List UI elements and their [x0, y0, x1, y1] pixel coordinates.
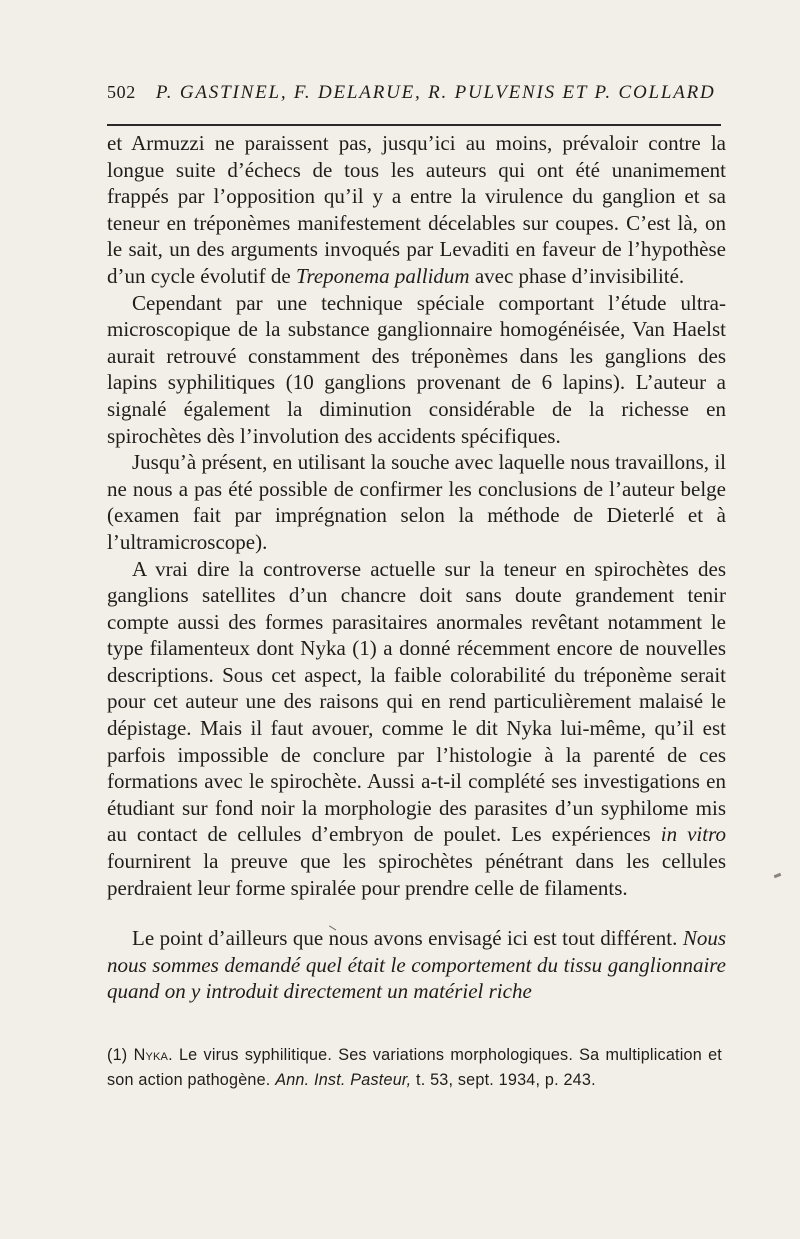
- main-text: [107, 130, 726, 1005]
- paragraph-1-italic: Treponema pallidum: [295, 263, 470, 288]
- paragraph-1-after: avec phase d’invisibilité.: [469, 263, 685, 288]
- paragraph-4: [107, 556, 726, 902]
- running-head: P. GASTINEL, F. DELARUE, R. PULVENIS ET P. COLLARD: [155, 82, 716, 103]
- footnote-author: Nyka: [133, 1046, 169, 1064]
- page-number: 502: [107, 82, 136, 102]
- paragraph-1: [107, 130, 726, 290]
- paragraph-3: [107, 449, 726, 555]
- paragraph-3-text: Jusqu’à présent, en utilisant la souche avec laquelle nous travaillons, il ne nous a pas été possible de confirmer les conclusions de l’auteur belge (examen fait par imprégnation selon la méthode de Dieterlé et à l’ultramicroscope).: [107, 450, 726, 554]
- paragraph-4-after: fournirent la preuve que les spirochètes pénétrant dans les cellules perdraient leur forme spiralée pour prendre celle de filaments.: [107, 849, 726, 900]
- header-rule: [107, 124, 721, 126]
- footnote-after: t. 53, sept. 1934, p. 243.: [411, 1071, 596, 1089]
- paragraph-2-text: Cependant par une technique spéciale comportant l’étude ultra-microscopique de la substance ganglionnaire homogénéisée, Van Haelst aurait retrouvé constamment des tréponèmes dans les ganglions des lapins syphilitiques (10 ganglions provenant de 6 lapins). L’auteur a signalé également la diminution considérable de la richesse en spirochètes dès l’involution des accidents spécifiques.: [107, 290, 726, 448]
- paragraph-4-text: A vrai dire la controverse actuelle sur la teneur en spirochètes des ganglions satellites d’un chancre doit sans doute grandement tenir compte aussi des formes parasitaires anormales revêtant notamment le type filamenteux dont Nyka (1) a donné récemment encore de nouvelles descriptions. Sous cet aspect, la faible colorabilité du tréponème serait pour cet auteur une des raisons qui en rend particulièrement malaisé le dépistage. Mais il faut avouer, comme le dit Nyka lui-même, qu’il est parfois impossible de conclure par l’histologie à la parenté de ces formations avec le spirochète. Aussi a-t-il complété ses investigations en étudiant sur fond noir la morphologie des parasites d’un syphilome mis au contact de cellules d’embryon de poulet. Les expériences: [107, 556, 726, 847]
- page-header: [107, 82, 716, 112]
- paragraph-5-text: Le point d’ailleurs que nous avons envisagé ici est tout différent.: [132, 926, 683, 951]
- footnote: [107, 1043, 722, 1093]
- paragraph-4-italic: in vitro: [660, 822, 726, 847]
- footnote-text: . Le virus syphilitique. Ses variations morphologiques. Sa multiplication et son action pathogène.: [107, 1046, 722, 1089]
- paragraph-5: [107, 925, 726, 1005]
- footnote-marker: (1): [107, 1046, 134, 1064]
- footnote-journal: Ann. Inst. Pasteur,: [275, 1071, 412, 1089]
- print-mark: [774, 873, 782, 878]
- paragraph-1-text: et Armuzzi ne paraissent pas, jusqu’ici au moins, prévaloir contre la longue suite d’échecs de tous les auteurs qui ont été unanimement frappés par l’opposition qu’il y a entre la virulence du ganglion et sa teneur en tréponèmes manifestement décelables sur coupes. C’est là, on le sait, un des arguments invoqués par Levaditi en faveur de l’hypothèse d’un cycle évolutif de: [107, 131, 726, 288]
- paragraph-5-italic: Nous nous sommes demandé quel était le comportement du tissu ganglionnaire quand on y introduit directement un matériel riche: [107, 926, 726, 1004]
- paragraph-2: [107, 290, 726, 450]
